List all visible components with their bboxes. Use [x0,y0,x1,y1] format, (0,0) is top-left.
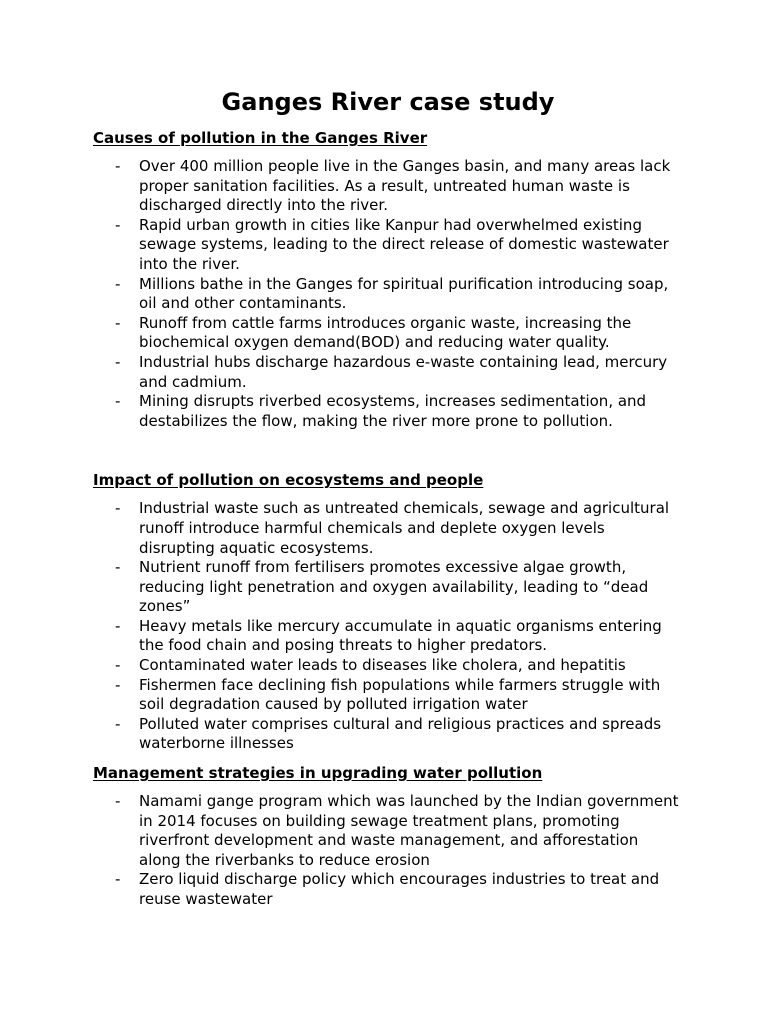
list-item-text: Rapid urban growth in cities like Kanpur had overwhelmed existing sewage systems, leading to the direct release of domestic wastewater into the river. [139,215,669,273]
list-item-text: Fishermen face declining fish populations while farmers struggle with soil degradation caused by polluted irrigation water [139,675,661,714]
bullet-marker: - [115,675,121,694]
list-item-text: Runoff from cattle farms introduces organic waste, increasing the biochemical oxygen demand(BOD) and reducing water quality. [139,313,632,352]
list-item-text: Mining disrupts riverbed ecosystems, increases sedimentation, and destabilizes the flow, making the river more prone to pollution. [139,392,647,430]
list-item [93,792,683,870]
list-item-text: Nutrient runoff from fertilisers promotes excessive algae growth, reducing light penetration and oxygen availability, leading to “dead zones” [139,558,649,616]
bullet-marker: - [115,656,121,675]
bullet-marker: - [115,157,121,175]
list-item-text: Heavy metals like mercury accumulate in aquatic organisms entering the food chain and posing threats to higher predators. [139,616,662,655]
list-item [93,656,683,676]
list-item-text: Industrial hubs discharge hazardous e-waste containing lead, mercury and cadmium. [139,352,668,391]
bullet-marker: - [115,313,121,332]
bullet-marker: - [115,792,121,811]
list-item-text: Namami gange program which was launched by the Indian government in 2014 focuses on building sewage treatment plans, promoting riverfront development and waste management, and afforestation along the riverbanks to reduce erosion [139,792,679,869]
section-heading-management: Management strategies in upgrading water pollution [93,764,543,783]
list-item-text: Industrial waste such as untreated chemicals, sewage and agricultural runoff introduce harmful chemicals and deplete oxygen levels disrupting aquatic ecosystems. [139,499,670,557]
document-title: Ganges River case study [221,88,555,116]
causes-list [93,157,683,431]
list-item [93,617,683,656]
list-item-text: Over 400 million people live in the Ganges basin, and many areas lack proper sanitation facilities. As a result, untreated human waste is discharged directly into the river. [139,157,671,215]
bullet-marker: - [115,392,121,411]
list-item-text: Polluted water comprises cultural and religious practices and spreads waterborne illnesses [139,714,662,753]
section-heading-causes: Causes of pollution in the Ganges River [93,129,428,147]
list-item [93,392,683,431]
impact-list [93,499,683,754]
bullet-marker: - [115,499,121,518]
section-heading-impact: Impact of pollution on ecosystems and people [93,471,484,490]
list-item [93,157,683,216]
list-item [93,676,683,715]
bullet-marker: - [115,215,121,234]
list-item [93,558,683,617]
list-item [93,715,683,754]
list-item [93,870,683,909]
list-item-text: Contaminated water leads to diseases like cholera, and hepatitis [139,656,626,675]
list-item-text: Zero liquid discharge policy which encourages industries to treat and reuse wastewater [139,870,660,908]
list-item-text: Millions bathe in the Ganges for spiritual purification introducing soap, oil and other contaminants. [139,274,669,313]
bullet-marker: - [115,558,121,577]
document-page [93,85,683,910]
list-item [93,499,683,558]
list-item [93,353,683,392]
list-item [93,314,683,353]
bullet-marker: - [115,870,121,889]
bullet-marker: - [115,274,121,293]
list-item [93,216,683,275]
bullet-marker: - [115,616,121,635]
list-item [93,275,683,314]
bullet-marker: - [115,714,121,733]
management-list [93,792,683,910]
bullet-marker: - [115,352,121,371]
